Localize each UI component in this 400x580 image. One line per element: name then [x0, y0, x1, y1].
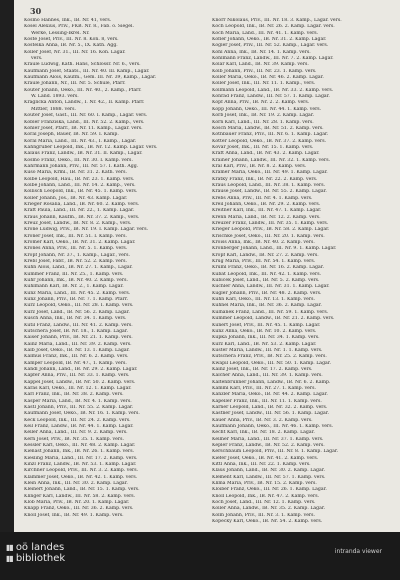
- directory-entry: Koller Josef, Ink., III. Nr. 11. 1. Kamp., vers.: [212, 81, 316, 87]
- directory-entry: Kouter Johann, Oeko., III. Nr. 40., 2. Kamp., Pfarr.: [24, 87, 142, 93]
- directory-entry: Kamper Leopold, IB. Nr. 47., 1. Kamp. vers.: [24, 360, 127, 366]
- directory-entry: Kolar Karl, Land., IB. Nr. 39. Kamp. vers.: [212, 62, 309, 68]
- directory-entry: Kummer Franz, III. Nr. 25., 1. Kamp. vers.: [24, 271, 124, 277]
- directory-entry: Kuchler Anna, Landw., III. Nr. 31. 1. Kamp. Lagar.: [212, 284, 330, 290]
- directory-entry: Klinger Karl, Landw., III. Nr. 58. 2. Kamp. vers.: [24, 493, 136, 499]
- directory-entry: Kollisch Leopold, Ink., IB. Nr. 45. 1. Kamp. vers.: [24, 189, 138, 195]
- directory-entry: Koste Josef, Priv., III. Nr. 8. Kon. 8, vers.: [24, 37, 119, 43]
- directory-entry: Krieger Rosalia, Land., IB. Nr. 60. 2. Kamp. vers.: [24, 201, 140, 207]
- directory-entry: Kerschbaum Leopold, Priv., III. Nr. 8. 1. Kamp. Lagar.: [212, 449, 339, 455]
- directory-entry: Klement Karl, Landw., III. Nr. 57. 1. Kamp. vers.: [212, 474, 326, 480]
- directory-entry: Kunz Maria, Land., III. Nr. 45. 2. Kamp. vers.: [24, 290, 131, 296]
- directory-entry: Kappel Josef, Landw., IB. Nr. 50. 2. Kamp. vers.: [24, 379, 136, 385]
- directory-entry: Kugler Johann, Priv., IB. Nr. 48. 2. Kamp. vers.: [212, 290, 322, 296]
- directory-entry: Knoll Josef, Ink., IB. Nr. 49. 1. Kamp. vers.: [24, 512, 124, 518]
- directory-entry: W. Land. 1893. vers.: [31, 94, 79, 100]
- directory-entry: Kraus Johann, Kaufm., IB. Nr. 37. 2. Kamp., vers.: [24, 214, 140, 220]
- directory-entry: Kecht Karl, Ink., IB. Nr. 18. 2. Kamp. Lagar.: [212, 430, 315, 436]
- logo-text-top: oö landes: [15, 542, 65, 553]
- directory-entry: Kutschera Josef, IB. Nr. 18., 1. Kamp. Lagar.: [24, 328, 128, 334]
- directory-entry: Kuhn Alois, Land., IB. Nr. 27. 1. Kamp., Lagar.: [24, 265, 133, 271]
- directory-entry: Koral Joseph, Bauer, IB. Nr. 59. I. Kamp.: [24, 132, 119, 138]
- directory-entry: Kaufmann Josef, Oeko., IB. Nr. 16. 1. Kamp. vers.: [24, 411, 140, 417]
- directory-entry: Kaufmann Johann, Oeko., III. Nr. 46. 1. Kamp. vers.: [212, 424, 334, 429]
- directory-entry: Karas Karl, Oeko., III. Nr. 12. 1. Kamp. Lagar.: [24, 385, 132, 391]
- directory-entry: Kinzl Franz, Landw., IB. Nr. 53. 1. Kamp. Lagar.: [24, 462, 137, 468]
- directory-entry: Kittl Anna, Ink., III. Nr. 22. 1. Kamp. vers.: [212, 462, 311, 468]
- directory-entry: Kurz Leopold, Oeko., III. Nr. 28. I. Kamp. vers.: [24, 303, 134, 309]
- directory-entry: Kramer Maria, Oeko., III. Nr. 49. 1. Kamp. Lagar.: [212, 170, 328, 176]
- directory-entry: Koller Josef, Nr. 31., III. Nr. 16. Kon. Lagar.: [24, 49, 126, 55]
- directory-entry: Kofler Johann, Oeko., IB. Nr. 31. 2. Kamp. Lagar.: [212, 37, 327, 43]
- viewer-label[interactable]: intranda viewer: [334, 548, 382, 555]
- directory-entry: Kutschera Franz, Priv., IB. Nr. 25. 2. Kamp. vers.: [212, 354, 327, 360]
- directory-entry: Kuso Maria, Krml., IB. Nr. 31. 2. Kath. vers.: [24, 170, 127, 176]
- directory-entry: Krug Maria, Priv., III. Nr. 54. 1. Kamp. vers.: [212, 259, 316, 265]
- directory-entry: Klaus Johann, Land., IB. Nr. 30. 2. Kamp. Lagar.: [212, 468, 325, 474]
- directory-entry: Knapp Franz, Oeko., III. Nr. 36. 2. Kamp. vers.: [24, 506, 134, 512]
- directory-entry: Kastl Johann, Priv., III. Nr. 55. 2. Kamp. Lagar.: [24, 404, 134, 410]
- directory-entry: Koch Leopold, Ink., IB. Nr. 26. 2. Kamp. Lagar. vers.: [212, 24, 335, 30]
- directory-entry: Klammer Josef, Oeko., IB. Nr. 42. 1. Kamp. vers.: [24, 474, 138, 480]
- directory-entry: Kandl Johann, Land., IB. Nr. 29. 2. Kamp. Lagar.: [24, 366, 138, 372]
- directory-entry: Kubicek Josef, Land., IB. Nr. 5. 2. Kamp. vers.: [212, 278, 320, 284]
- directory-entry: Krebl Josef, Fabr., IB. Nr. 52. 2. Kamp. vers.: [24, 259, 127, 265]
- document-page: [14, 0, 400, 532]
- directory-entry: Kraule Johann, Nr., III. Nr. 5. Schule, Pfarr.: [24, 81, 126, 87]
- directory-entry: Kronberger Johann, Land., III. Nr. 9. 1. Kamp. Lagar.: [212, 246, 337, 252]
- directory-entry: Kalcher Anna, Land., III. Nr. 39. 1. Kamp. vers.: [212, 373, 323, 379]
- directory-entry: Kastner Josef, Landw., III. Nr. 56. 1. Kamp. Lagar.: [212, 411, 329, 417]
- directory-entry: Klein Anna, Ink., III. Nr. 30. 2. Kamp. Lagar.: [24, 481, 128, 487]
- directory-entry: Krieger Leopold, Priv., IB. Nr. 58. 2. Kamp. Lagar.: [212, 227, 330, 233]
- directory-entry: Kuhlmann Karl, IB. Nr. 2., 1. Kamp. Lagar.: [24, 284, 124, 290]
- directory-entry: Karner Leopold, Land., IB. Nr. 32. 2. Kamp. vers.: [212, 404, 328, 410]
- directory-entry: Kutil Franz, Landw., III. Nr. 41. 2. Kamp. vers.: [24, 322, 133, 328]
- directory-entry: Kaltenbrunner Johann, Landw., IB. Nr. 6. 2. Kamp.: [212, 379, 331, 385]
- directory-entry: Krenn Maria, Land., IB. Nr. 12. 2. Kamp. vers.: [212, 214, 321, 220]
- directory-entry: Kaufmann Josef, Staats., III. Nr. 40. Ill. Kamp., Lagar.: [24, 68, 150, 74]
- directory-entry: Klima Maria, Priv., IB. Nr. 15. 2. Kamp. vers.: [212, 481, 317, 487]
- directory-entry: Kusch Anna, Ink., IB. Nr. 34. 1. Kamp. vers.: [24, 316, 127, 322]
- directory-entry: Kohl Anna, Ink., IB. Nr. 14. 1. Kamp. vers.: [212, 49, 311, 55]
- directory-entry: Krainer Johann, Landw., III. Nr. 32. 1. Kamp. vers.: [212, 157, 331, 163]
- directory-entry: Koral Maria, Land., III. Nr. 43., I. Kamp., Lagar.: [24, 138, 137, 144]
- directory-entry: Kolbe Johann, Land., III. Nr. 14. 2. Kamp., vers.: [24, 182, 136, 188]
- directory-entry: Kainz Josef, Ink., IB. Nr. 17. 2. Kamp. vers.: [212, 366, 313, 372]
- directory-entry: Kruml Franz, Oeko., IB. Nr. 16. 2. Kamp. Lagar.: [212, 265, 324, 271]
- directory-entry: Kraus Leopold, Land., III. Nr. 38. 1. Kamp. vers.: [212, 182, 326, 188]
- directory-entry: Kosmo Franz, Oeko., III. Nr. 30. I. Kamp. vers.: [24, 157, 133, 163]
- directory-entry: Kromer Karl, Oeko., IB. Nr. 31. 2. Kamp. Lagar.: [24, 240, 136, 246]
- directory-entry: Kouter Josef, Gast., III. Nr. 60. I. Kamp., Lagar. vers.: [24, 113, 148, 119]
- directory-entry: Koller Maria, Oeko., IB. Nr. 46. 2. Kamp. Lagar.: [212, 75, 324, 81]
- directory-entry: Mittler, 1888. vers.: [31, 106, 77, 112]
- directory-entry: Koch Josef, Land., III. Nr. 12. 1. Kamp. vers.: [212, 500, 316, 506]
- directory-entry: Kollmann Leopold, Land., IB. Nr. 33. 2. Kamp. vers.: [212, 87, 334, 93]
- directory-entry: Kloiber Franz, Oeko., III. Nr. 26. 1. Kamp. Lagar.: [212, 487, 327, 493]
- directory-entry: Kessler Karl, Oeko., III. Nr. 48. 2. Kamp. Lagar.: [24, 443, 136, 449]
- directory-entry: Kamml Karl, Priv., III. Nr. 27. 1. Kamp. vers.: [212, 385, 316, 391]
- directory-entry: vers.: [31, 56, 43, 62]
- directory-entry: Kahrmann Johann, Priv., III. Nr. 57. I. Kath. Agg.: [24, 163, 139, 169]
- directory-entry: Kaiser Johann, Priv., IB. Nr. 21. 1. Kamp. vers.: [24, 335, 133, 341]
- directory-entry: Krause Josef, Landw., IB. Nr. 55. 2. Kamp. Lagar.: [212, 189, 327, 195]
- directory-entry: Keller Anna, Land., III. Nr. 9. 2. Kamp. vers.: [24, 430, 128, 436]
- directory-entry: Kasper Maria, Land., IB. Nr. 4. 1. Kamp. vers.: [24, 398, 132, 404]
- directory-entry: Koch Maria, Land., III. Nr. 41. 1. Kamp. vers.: [212, 30, 319, 36]
- directory-entry: Kwapil Leopold, Oeko., III. Nr. 50. 1. Kamp. Lagar.: [212, 360, 331, 366]
- directory-entry: Kostelka Anna, IB. Nr. 5., IX. Kath. Agg.: [24, 43, 118, 49]
- logo-text-bottom: bibliothek: [15, 553, 66, 564]
- directory-entry: Kolb Johann, Priv., III. Nr. 23. 1. Kamp. vers.: [212, 68, 317, 74]
- directory-entry: Kuster Maria, Landw., III. Nr. 1. 1. Kamp. vers.: [212, 347, 323, 353]
- directory-entry: Kohlmann Franz, Landw., III. Nr. 7. 2. Kamp. Lagar.: [212, 56, 334, 62]
- directory-entry: Kurz Josef, Land., IB. Nr. 56. 2. Kamp. Lagar.: [24, 309, 130, 315]
- directory-entry: Kaufmann Alois, Kaufm., Gem. III. Nr. 39, Kamp., Lagar.: [24, 75, 157, 81]
- directory-entry: Kunz Anna, Oeko., IB. Nr. 10. 2. Kamp. vers.: [212, 328, 317, 334]
- directory-entry: Kalmus Franz, Ink., III. Nr. 6. 2. Kamp. vers.: [24, 354, 129, 360]
- directory-entry: Kapeller Franz, Ink., III. Nr. 11. 1. Kamp. vers.: [212, 398, 322, 404]
- directory-entry: Kupka Johann, Ink., III. Nr. 34. 1. Kamp. vers.: [212, 335, 320, 341]
- right-column: [212, 18, 390, 526]
- directory-entry: Kropf Johann, Nr. 37., 1. Kamp., Lagar., vers.: [24, 252, 130, 258]
- directory-entry: Korb Josef, Ink., IB. Nr. 19. 2. Kamp. Lagar.: [212, 113, 315, 119]
- directory-entry: Koller Johann, Jos., IB. Nr. 43. Kamp. Lagar.: [24, 195, 128, 201]
- directory-entry: Kohler Josef, Pfarr., IB. Nr. 11. Kamp., Lagar. vers.: [24, 125, 143, 131]
- directory-entry: Konrad Franz, Landw., III. Nr. 57. 1. Kamp. Lagar.: [212, 94, 330, 100]
- directory-entry: Kummer Leopold, Landw., IB. Nr. 21. 2. Kamp. vers.: [212, 316, 335, 322]
- directory-entry: Kreuzer Franz, Landw., III. Nr. 35. 1. Kamp. vers.: [212, 221, 329, 226]
- page-number: 30: [30, 6, 42, 16]
- directory-entry: Karl Franz, Ink., IB. Nr. 38. 2. Kamp. vers.: [24, 392, 124, 398]
- directory-entry: Kral Karl, Priv., IB. Nr. 8. 2. Kamp. vers.: [212, 163, 307, 169]
- directory-entry: Kirchner Leopold, Priv., III. Nr. 3. 2. Kamp. vers.: [24, 468, 139, 474]
- directory-entry: Kropf Karl, Landw., IB. Nr. 27. 2. Kamp. vers.: [212, 252, 319, 258]
- directory-entry: Kleinert Johann, Land., IB. Nr. 15. 1. Kamp. vers.: [24, 487, 140, 493]
- directory-entry: Keck Leopold, Ink., III. Nr. 24. 2. Kamp. vers.: [24, 417, 131, 423]
- directory-entry: Kanzler Maria, Oeko., IB. Nr. 44. 2. Kamp. Lagar.: [212, 392, 328, 398]
- directory-entry: Kalb Josef, Oeko., IB. Nr. 13. 1. Kamp. Lagar.: [24, 347, 130, 353]
- directory-entry: Kuhn Karl, Oeko., III. Nr. 13. 1. Kamp. vers.: [212, 297, 315, 303]
- directory-entry: Kern Josef, Priv., IB. Nr. 35. 1. Kamp. vers.: [24, 436, 124, 442]
- directory-entry: Kepler Franz, Landw., IB. Nr. 52. 2. Kamp. vers.: [212, 443, 325, 449]
- directory-entry: Kainz Maria, Land., III. Nr. 39. 2. Kamp. vers.: [24, 341, 132, 347]
- directory-entry: Kuhnel Maria, Ink., IB. Nr. 36. 2. Kamp. Lagar.: [212, 303, 322, 309]
- directory-entry: Kobler Franziska, Land., III. Nr. 52. 2. Kamp., vers.: [24, 119, 145, 125]
- directory-entry: Kosmo Hannes, Ink., IB. Nr. 41, vers.: [24, 18, 112, 23]
- directory-entry: Kroner Josef, Ink., III. Nr. 51. I. Kamp. vers.: [24, 233, 127, 239]
- directory-entry: Kosch Maria, Landw., IB. Nr. 51. 2. Kamp. vers.: [212, 125, 324, 131]
- library-logo[interactable]: [6, 542, 65, 564]
- logo-mark-icon-2: ▮▮: [6, 554, 13, 563]
- directory-entry: Kolbe Leopold, Hau., IB. Nr. 23. 1. Kamp. vers.: [24, 176, 135, 182]
- directory-entry: Kalaus Franz, Landw., IB. Nr. 31. II. Kamp., Lagar.: [24, 151, 143, 157]
- directory-entry: Krischke Josef, Oeko., III. Nr. 20. 1. Kamp. vers.: [212, 233, 325, 239]
- directory-entry: Kratky Franz, Ink., IB. Nr. 22. 2. Kamp. vers.: [212, 176, 318, 182]
- directory-entry: Korn Karl, Land., III. Nr. 28. 1. Kamp. vers.: [212, 119, 314, 125]
- directory-entry: Kellner Maria, Land., III. Nr. 37. 1. Kamp. vers.: [212, 436, 324, 442]
- directory-entry: Kiesling Maria, Land., III. Nr. 17. 2. Kamp. vers.: [24, 455, 138, 461]
- directory-entry: Kunz Johann, Priv., IB. Nr. 7. 1. Kamp. Pfarr.: [24, 297, 129, 303]
- directory-entry: Kovar Josef, Ink., III. Nr. 15. 1. Kamp. vers.: [212, 144, 314, 150]
- directory-entry: Kraglicka Anton, Landw., I. Nr. 42., II. Kamp. Pfarr.: [24, 100, 145, 106]
- directory-entry: Kothbauer Franz, Priv., III. Nr. 6. 1. Kamp. Lagar.: [212, 132, 329, 138]
- directory-entry: Krebs Anna, Priv., III. Nr. 4. 1. Kamp. vers.: [212, 195, 313, 201]
- directory-entry: Kopecky Karl, Oeko., IB. Nr. 54. 2. Kamp. vers.: [212, 519, 323, 525]
- directory-entry: Kogler Josef, Priv., III. Nr. 52. Kamp., Lagar. vers.: [212, 43, 329, 49]
- directory-entry: Werke, Lessing-Ikrel. Nr.: [31, 30, 90, 36]
- directory-entry: Knoll Leopold, Ink., IB. Nr. 47. 2. Kamp. vers.: [212, 493, 320, 499]
- directory-entry: Kurz Karl, Land., IB. Nr. 53. 2. Kamp. Lagar.: [212, 341, 317, 347]
- directory-entry: Krones Anna, Priv., III. Nr. 5. 1. Kamp. vers.: [24, 246, 128, 252]
- directory-entry: Kreil Johann, Oeko., IB. Nr. 29. 2. Kamp. vers.: [212, 201, 321, 207]
- directory-entry: Kolm Johann, Priv., III. Nr. 3. 1. Kamp. vers.: [212, 512, 316, 518]
- directory-entry: Kauer Anna, Priv., IB. Nr. 3. 2. Kamp. vers.: [212, 417, 313, 423]
- logo-mark-icon: ▮▮: [6, 543, 13, 552]
- directory-entry: Krone Ludwig, Priv., IB. Nr. 19. I. Kamp. Lagar. vers.: [24, 227, 149, 233]
- directory-entry: Kreitner Karl, Ink., III. Nr. 47. 1. Kamp. Lagar.: [212, 208, 322, 214]
- directory-entry: Kapfer Anna, Priv., III. Nr. 33. 1. Kamp. vers.: [24, 373, 130, 379]
- directory-entry: Kreuz Josef, Landw., IB. Nr. 8. 2. Kamp., vers.: [24, 221, 132, 226]
- directory-entry: Kubat Leopold, Ink., III. Nr. 42. 1. Kamp. vers.: [212, 271, 322, 277]
- directory-entry: Kraft Paula, Land., III. Nr. 22., 1. Kamp. Lagar.: [24, 208, 135, 214]
- directory-entry: Kosel Alexius, Priv., FKB. Nr. 8., Fab. o. Siegel.: [24, 24, 134, 30]
- directory-entry: Kiefer Josef, Oeko., IB. Nr. 41. 2. Kamp. vers.: [212, 455, 319, 461]
- directory-entry: Klob Maria, Priv., IB. Nr. 20. 1. Kamp. Lagar.: [24, 500, 130, 506]
- directory-entry: Kotter Leopold, Oeko., IB. Nr. 37. 2. Kamp. vers.: [212, 138, 327, 144]
- directory-entry: Kienast Johann, Ink., IB. Nr. 26. 1. Kamp. vers.: [24, 449, 135, 455]
- directory-entry: Kopf Anna, Priv., IB. Nr. 2. 2. Kamp. vers.: [212, 100, 310, 106]
- directory-entry: Kopp Johann, Oeko., III. Nr. 44. 1. Kamp. vers.: [212, 106, 322, 112]
- directory-entry: Kunert Josef, Priv., III. Nr. 45. 1. Kamp. Lagar.: [212, 322, 321, 328]
- directory-entry: Kraule Ludwig, Kath. Hans, Schlossr. Nr. 6., vers.: [24, 62, 141, 68]
- directory-entry: Kuhr Johann, Ink., IB. Nr. 40. 2. Kamp. vers.: [24, 278, 128, 284]
- directory-entry: Kulhanek Franz, Land., III. Nr. 59. 1. Kamp. vers.: [212, 309, 329, 315]
- directory-entry: Kahngruber Leopold, Ink., IB. Nr. 12. Kamp. Lagar. vers.: [24, 144, 158, 150]
- directory-entry: Knorr Nikolaus, Priv., III. Nr. 18. 3. Kamp., Lagar. vers.: [212, 18, 342, 23]
- directory-entry: Kroiss Anna, Ink., IB. Nr. 40. 2. Kamp. vers.: [212, 240, 315, 246]
- left-column: [24, 18, 202, 519]
- directory-entry: Keil Franz, Landw., IB. Nr. 44. 1. Kamp. Lagar.: [24, 424, 134, 429]
- directory-entry: Koller Anna, Landw., IB. Nr. 35. 2. Kamp. Lagar.: [212, 506, 326, 512]
- directory-entry: Kraft Anna, Land., IB. Nr. 43. 2. Kamp. Lagar.: [212, 151, 320, 157]
